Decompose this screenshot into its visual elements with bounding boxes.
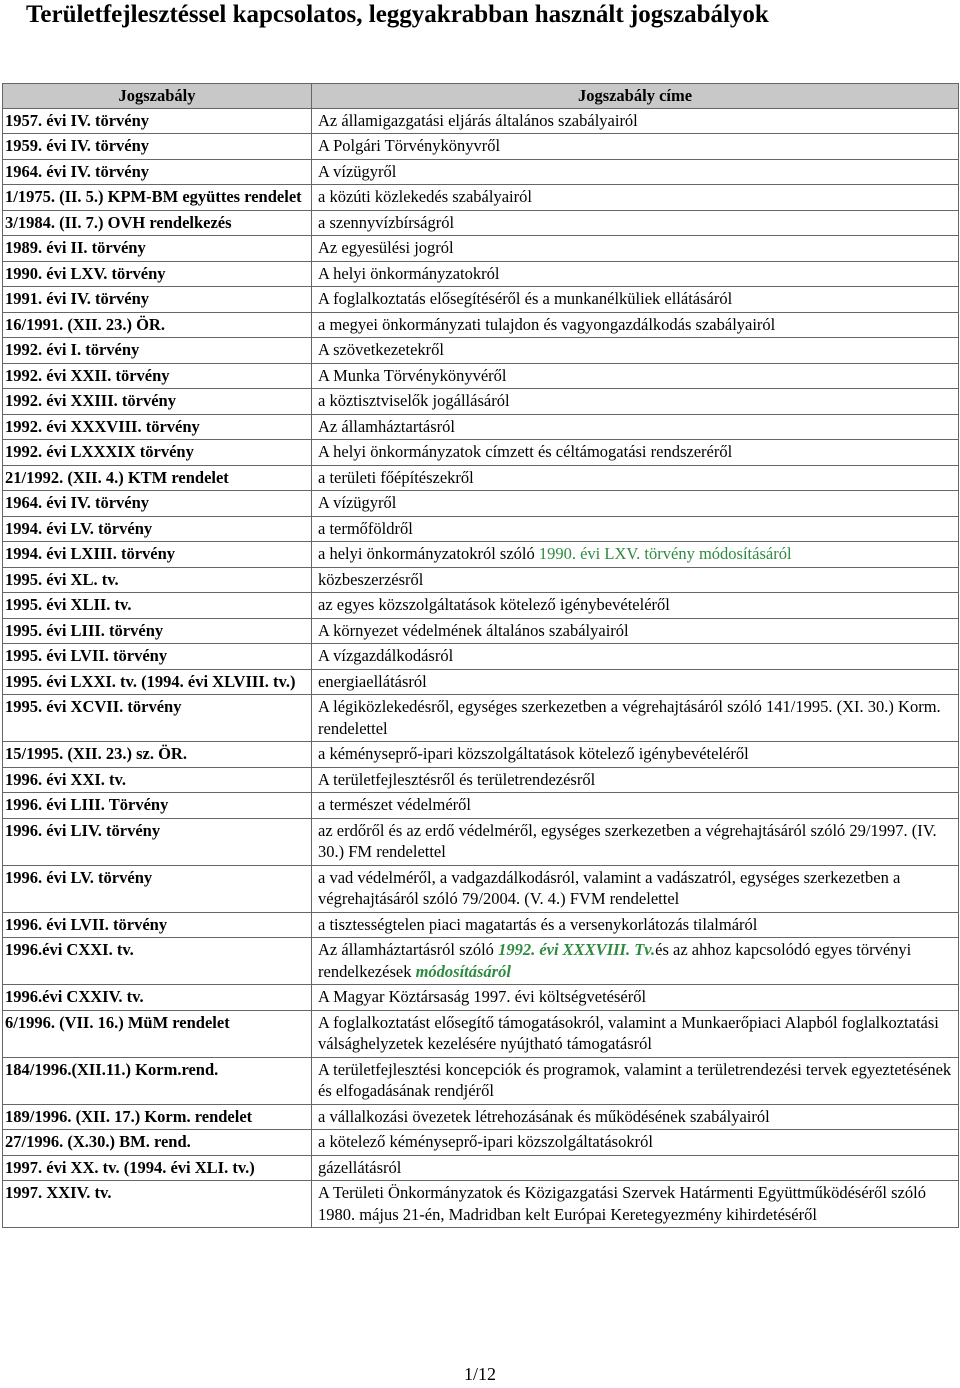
table-row [3,312,959,338]
law-title: gázellátásról [312,1155,959,1181]
law-reference: 1996.évi CXXIV. tv. [3,985,312,1011]
law-title: a köztisztviselők jogállásáról [312,389,959,415]
table-row [3,338,959,364]
law-title: a közúti közlekedés szabályairól [312,185,959,211]
law-title: Az államigazgatási eljárás általános szabályairól [312,108,959,134]
table-row [3,134,959,160]
law-title: A Magyar Köztársaság 1997. évi költségvetéséről [312,985,959,1011]
law-title: A légiközlekedésről, egységes szerkezetben a végrehajtásáról szóló 141/1995. (XI. 30.) Korm. rendelettel [312,695,959,742]
laws-table [2,83,959,1228]
table-row [3,363,959,389]
table-row [3,644,959,670]
law-reference: 3/1984. (II. 7.) OVH rendelkezés [3,210,312,236]
law-reference: 1995. évi XLII. tv. [3,593,312,619]
law-title: A foglalkoztatást elősegítő támogatásokról, valamint a Munkaerőpiaci Alapból foglalkoztatási válsághelyzetek kezelésére nyújtható támogatásról [312,1010,959,1057]
amendment-link[interactable]: módosításáról [415,961,511,981]
law-reference: 1994. évi LV. törvény [3,516,312,542]
law-title [312,938,959,985]
table-row [3,865,959,912]
law-title: Az egyesülési jogról [312,236,959,262]
law-reference: 16/1991. (XII. 23.) ÖR. [3,312,312,338]
law-title: A Polgári Törvénykönyvről [312,134,959,160]
table-row [3,1181,959,1228]
table-row [3,793,959,819]
table-row [3,491,959,517]
table-row [3,1155,959,1181]
law-reference: 1996.évi CXXI. tv. [3,938,312,985]
law-title: A területfejlesztési koncepciók és programok, valamint a területrendezési tervek egyeztetésének és elfogadásának rendjéről [312,1057,959,1104]
table-row [3,236,959,262]
table-row [3,287,959,313]
law-reference: 1964. évi IV. törvény [3,491,312,517]
table-row [3,465,959,491]
law-reference: 1995. évi LIII. törvény [3,618,312,644]
law-reference: 15/1995. (XII. 23.) sz. ÖR. [3,742,312,768]
law-title: az erdőről és az erdő védelméről, egységes szerkezetben a végrehajtásáról szóló 29/1997. (IV. 30.) FM rendelettel [312,818,959,865]
law-reference: 1996. évi LVII. törvény [3,912,312,938]
law-reference: 1990. évi LXV. törvény [3,261,312,287]
table-row [3,938,959,985]
table-row [3,261,959,287]
table-row [3,1057,959,1104]
law-reference: 1959. évi IV. törvény [3,134,312,160]
law-title: A helyi önkormányzatok címzett és céltámogatási rendszeréről [312,440,959,466]
table-row [3,516,959,542]
amended-law-link[interactable]: 1990. évi LXV. törvény módosításáról [538,544,792,563]
law-title: A foglalkoztatás elősegítéséről és a munkanélküliek ellátásáról [312,287,959,313]
table-row [3,618,959,644]
table-row [3,818,959,865]
law-reference: 1997. XXIV. tv. [3,1181,312,1228]
law-title: A szövetkezetekről [312,338,959,364]
referenced-law-link[interactable]: 1992. évi XXXVIII. Tv. [498,940,656,959]
law-title: A vízügyről [312,159,959,185]
table-row [3,1130,959,1156]
law-title: a vad védelméről, a vadgazdálkodásról, valamint a vadászatról, egységes szerkezetben a végrehajtásáról szóló 79/2004. (V. 4.) FVM rendelettel [312,865,959,912]
column-header-title: Jogszabály címe [312,84,959,109]
table-row [3,985,959,1011]
law-reference: 1996. évi LIV. törvény [3,818,312,865]
law-reference: 1992. évi XXII. törvény [3,363,312,389]
table-row [3,695,959,742]
law-reference: 189/1996. (XII. 17.) Korm. rendelet [3,1104,312,1130]
table-row [3,742,959,768]
law-title: a tisztességtelen piaci magatartás és a versenykorlátozás tilalmáról [312,912,959,938]
law-reference: 27/1996. (X.30.) BM. rend. [3,1130,312,1156]
law-reference: 21/1992. (XII. 4.) KTM rendelet [3,465,312,491]
law-reference: 1995. évi LXXI. tv. (1994. évi XLVIII. tv.) [3,669,312,695]
table-row [3,440,959,466]
column-header-law: Jogszabály [3,84,312,109]
law-title: energiaellátásról [312,669,959,695]
law-reference: 1996. évi LV. törvény [3,865,312,912]
table-row [3,414,959,440]
law-title: A Munka Törvénykönyvéről [312,363,959,389]
table-row [3,567,959,593]
law-reference: 1996. évi XXI. tv. [3,767,312,793]
law-title: a megyei önkormányzati tulajdon és vagyongazdálkodás szabályairól [312,312,959,338]
table-row [3,210,959,236]
law-reference: 1995. évi XCVII. törvény [3,695,312,742]
table-row [3,912,959,938]
law-reference: 1997. évi XX. tv. (1994. évi XLI. tv.) [3,1155,312,1181]
law-reference: 1992. évi I. törvény [3,338,312,364]
table-row [3,669,959,695]
law-title: a kéményseprő-ipari közszolgáltatások kötelező igénybevételéről [312,742,959,768]
law-reference: 1957. évi IV. törvény [3,108,312,134]
law-title: a kötelező kéményseprő-ipari közszolgáltatásokról [312,1130,959,1156]
law-title: a vállalkozási övezetek létrehozásának és működésének szabályairól [312,1104,959,1130]
law-title: a szennyvízbírságról [312,210,959,236]
law-title-text: Az államháztartásról szóló [318,940,499,959]
law-reference: 1992. évi LXXXIX törvény [3,440,312,466]
law-title [312,542,959,568]
table-row [3,389,959,415]
law-reference: 1994. évi LXIII. törvény [3,542,312,568]
law-reference: 184/1996.(XII.11.) Korm.rend. [3,1057,312,1104]
page-title: Területfejlesztéssel kapcsolatos, leggyakrabban használt jogszabályok [26,1,769,28]
table-row [3,159,959,185]
law-title: Az államháztartásról [312,414,959,440]
law-reference: 1996. évi LIII. Törvény [3,793,312,819]
law-title: A vízügyről [312,491,959,517]
law-reference: 1992. évi XXXVIII. törvény [3,414,312,440]
page-number: 1/12 [463,1364,496,1384]
table-row [3,542,959,568]
table-header-row [3,84,959,109]
law-reference: 1991. évi IV. törvény [3,287,312,313]
law-title-text: és az ahhoz kapcsolódó egyes törvényi rendelkezések [318,940,912,981]
law-title: A vízgazdálkodásról [312,644,959,670]
law-reference: 1995. évi XL. tv. [3,567,312,593]
law-title: A környezet védelmének általános szabályairól [312,618,959,644]
table-row [3,1104,959,1130]
table-row [3,185,959,211]
law-title: a területi főépítészekről [312,465,959,491]
law-reference: 1/1975. (II. 5.) KPM-BM együttes rendelet [3,185,312,211]
law-reference: 6/1996. (VII. 16.) MüM rendelet [3,1010,312,1057]
table-row [3,593,959,619]
law-title: A Területi Önkormányzatok és Közigazgatási Szervek Határmenti Együttműködéséről szóló 1980. május 21-én, Madridban kelt Európai Keretegyezmény kihirdetéséről [312,1181,959,1228]
law-title: a természet védelméről [312,793,959,819]
law-title-text: a helyi önkormányzatokról szóló [318,544,539,563]
law-reference: 1995. évi LVII. törvény [3,644,312,670]
table-row [3,767,959,793]
law-reference: 1992. évi XXIII. törvény [3,389,312,415]
law-title: A területfejlesztésről és területrendezésről [312,767,959,793]
law-reference: 1989. évi II. törvény [3,236,312,262]
law-title: közbeszerzésről [312,567,959,593]
law-title: a termőföldről [312,516,959,542]
table-row [3,108,959,134]
table-row [3,1010,959,1057]
law-title: A helyi önkormányzatokról [312,261,959,287]
law-reference: 1964. évi IV. törvény [3,159,312,185]
law-title: az egyes közszolgáltatások kötelező igénybevételéről [312,593,959,619]
